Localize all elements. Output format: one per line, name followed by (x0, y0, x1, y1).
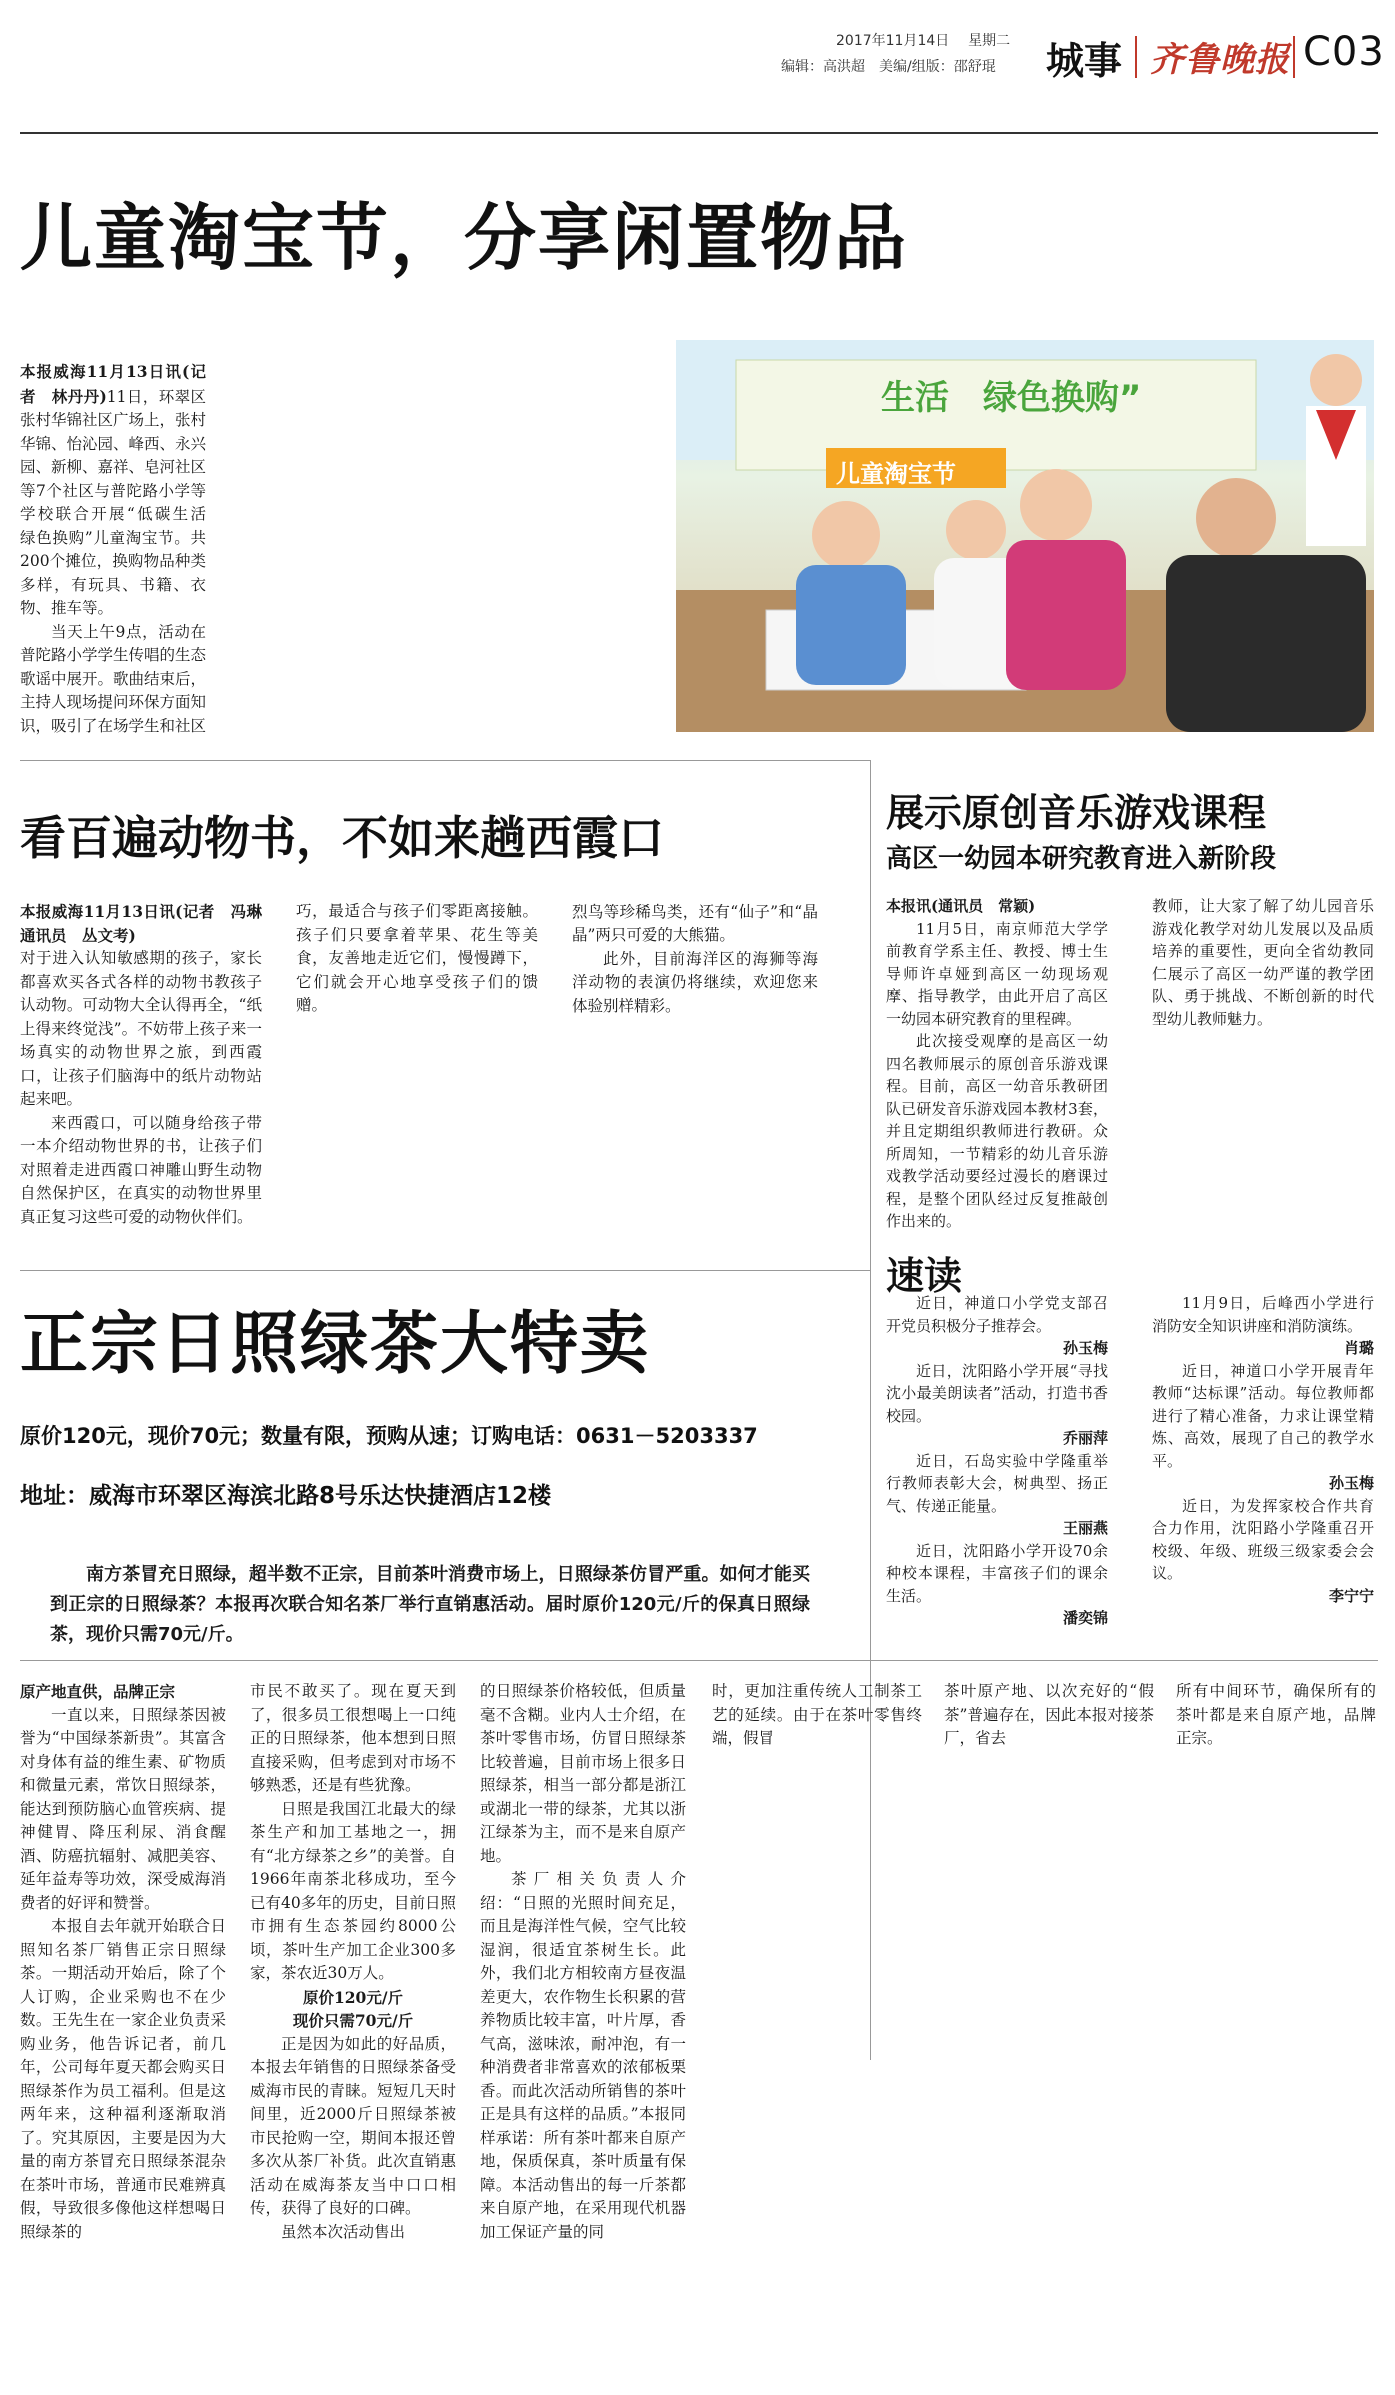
article2-col-1 (20, 900, 262, 1250)
sudu-col-2 (1152, 1292, 1374, 1712)
article4-c2-p2: 日照是我国江北最大的绿茶生产和加工基地之一，拥有“北方绿茶之乡”的美誉。自1966年南茶北移成功，至今已有40多年的历史，目前日照市拥有生态茶园约8000公顷，茶叶生产加工企业300多家，茶农近30万人。 (250, 1799, 456, 1982)
article4-col-6 (1176, 1680, 1376, 1800)
article4-c1-p2: 本报自去年就开始联合日照知名茶厂销售正宗日照绿茶。一期活动开始后，除了个人订购，企业采购也不在少数。王先生在一家企业负责采购业务，他告诉记者，前几年，公司每年夏天都会购买日照绿茶作为员工福利。但是这两年来，这种福利逐渐取消了。究其原因，主要是因为大量的南方茶冒充日照绿茶混杂在茶叶市场，普通市民难辨真假，导致很多像他这样想喝日照绿茶的 (20, 1917, 226, 2241)
section-name: 城事 (1046, 39, 1123, 83)
sudu-item-4: 近日，沈阳路小学开设70余种校本课程，丰富孩子们的课余生活。 (886, 1541, 1108, 1605)
article2-p1: 对于进入认知敏感期的孩子，家长都喜欢买各式各样的动物书教孩子认动物。可动物大全认得再全，“纸上得来终觉浅”。不妨带上孩子来一场真实的动物世界之旅，到西霞口，让孩子们脑海中的纸片动物站起来吧。 (20, 949, 262, 1108)
article4-c4-p1: 时，更加注重传统人工制茶工艺的延续。由于在茶叶零售终端，假冒 (712, 1682, 922, 1747)
article2-byline: 本报威海11月13日讯(记者 冯琳 通讯员 丛文考) (20, 902, 262, 945)
sudu-item-5: 11月9日，后峰西小学进行消防安全知识讲座和消防演练。 (1152, 1294, 1374, 1335)
sudu-author-3: 王丽燕 (1062, 1519, 1108, 1537)
article3-col-1 (886, 895, 1108, 1263)
masthead-rule (20, 132, 1378, 134)
article4-sub1: 原产地直供，品牌正宗 (20, 1682, 176, 1701)
article4-col-4 (712, 1680, 922, 1800)
article1-col-1 (20, 360, 206, 740)
article3-p3: 教师，让大家了解了幼儿园音乐游戏化教学对幼儿发展以及品质培养的重要性，更向全省幼教同仁展示了高区一幼严谨的教学团队、勇于挑战、不断创新的时代型幼儿教师魅力。 (1152, 897, 1374, 1028)
article4-c3-p2: 茶厂相关负责人介绍：“日照的光照时间充足，而且是海洋性气候，空气比较湿润，很适宜茶树生长。此外，我们北方相较南方昼夜温差更大，农作物生长积累的营养物质比较丰富，叶片厚，香气高，滋味浓，耐冲泡，有一种消费者非常喜欢的浓郁板栗香。而此次活动所销售的茶叶正是具有这样的品质。”本报同样承诺：所有茶叶都来自原产地，保质保真，茶叶质量有保障。本活动售出的每一斤茶都来自原产地，在采用现代机器加工保证产量的同 (480, 1870, 686, 2241)
photo-sign-text: 儿童淘宝节 (836, 460, 956, 488)
article4-c2-p1: 市民不敢买了。现在夏天到了，很多员工很想喝上一口纯正的日照绿茶，他本想到日照直接采购，但考虑到对市场不够熟悉，还是有些犹豫。 (250, 1682, 456, 1794)
issue-weekday: 星期二 (968, 33, 1011, 49)
article1-col-3 (444, 360, 624, 740)
article4-col-1 (20, 1680, 226, 2380)
sudu-item-7: 近日，为发挥家校合作共育合力作用，沈阳路小学隆重召开校级、年级、班级三级家委会会议。 (1152, 1496, 1374, 1582)
article2-col-3 (572, 900, 818, 1250)
article1-p2: 当天上午9点，活动在普陀路小学学生传唱的生态歌谣中展开。歌曲结束后，主持人现场提问环保方面知识，吸引了在场学生和社区 (20, 622, 206, 735)
sudu-author-6: 孙玉梅 (1328, 1474, 1374, 1492)
sudu-item-6: 近日，神道口小学开展青年教师“达标课”活动。每位教师都进行了精心准备，力求让课堂精炼、高效，展现了自己的教学水平。 (1152, 1361, 1374, 1470)
sudu-heading: 速读 (886, 1254, 963, 1298)
article1-col-2 (232, 360, 418, 740)
masthead-date (836, 30, 1010, 50)
sudu-author-1: 孙玉梅 (1062, 1339, 1108, 1357)
issue-date: 2017年11月14日 (836, 33, 950, 49)
article4-lead (50, 1560, 810, 1650)
sudu-item-2: 近日，沈阳路小学开展“寻找沈小最美朗读者”活动，打造书香校园。 (886, 1361, 1108, 1425)
article4-price-line: 原价120元，现价70元；数量有限，预购从速；订购电话：0631－5203337 (20, 1424, 758, 1448)
photo-banner-text: 生活 绿色换购” (881, 378, 1142, 418)
article1-photo (676, 340, 1374, 732)
article1-byline: 本报威海11月13日讯(记者 林丹丹) (20, 362, 206, 406)
sudu-author-5: 肖璐 (1343, 1339, 1374, 1357)
article1-bottom-rule (20, 760, 870, 761)
article2-p5: 烈鸟等珍稀鸟类，还有“仙子”和“晶晶”两只可爱的大熊猫。 (572, 902, 818, 944)
article4-c2-p4: 虽然本次活动售出 (281, 2222, 406, 2241)
article3-p2: 此次接受观摩的是高区一幼四名教师展示的原创音乐游戏课程。目前，高区一幼音乐教研团队已研发音乐游戏园本教材3套，并且定期组织教师进行教研。众所周知，一节精彩的幼儿音乐游戏教学活动要经过漫长的磨课过程，是整个团队经过反复推敲创作出来的。 (886, 1032, 1108, 1230)
article3-subhead: 高区一幼园本研究教育进入新阶段 (886, 844, 1277, 874)
article4-col-5 (944, 1680, 1154, 1800)
article4-c3-p1: 的日照绿茶价格较低，但质量毫不含糊。业内人士介绍，在茶叶零售市场，仿冒日照绿茶比较普遍，目前市场上很多日照绿茶，相当一部分都是浙江或湖北一带的绿茶，尤其以浙江绿茶为主，而不是来自原产地。 (480, 1682, 686, 1865)
paper-logo: 齐鲁晚报 (1150, 40, 1290, 80)
article3-p1: 11月5日，南京师范大学学前教育学系主任、教授、博士生导师许卓娅到高区一幼现场观摩、指导教学，由此开启了高区一幼园本研究教育的里程碑。 (886, 919, 1108, 1028)
article4-c6-p1: 所有中间环节，确保所有的茶叶都是来自原产地，品牌正宗。 (1176, 1682, 1376, 1747)
page-number: C03 (1303, 29, 1385, 75)
article4-sub2a: 原价120元/斤 (302, 1987, 404, 2007)
right-column-divider (870, 760, 871, 2060)
article4-c2-p3: 正是因为如此的好品质，本报去年销售的日照绿茶备受威海市民的青睐。短短几天时间里，近2000斤日照绿茶被市民抢购一空，期间本报还曾多次从茶厂补货。此次直销惠活动在威海茶友当中口口相传，获得了良好的口碑。 (250, 2034, 456, 2217)
article2-headline: 看百遍动物书，不如来趟西霞口 (20, 811, 664, 865)
article2-bottom-rule (20, 1270, 870, 1271)
article4-body-rule (20, 1660, 1378, 1661)
article4-c5-p1: 茶叶原产地、以次充好的“假茶”普遍存在，因此本报对接茶厂，省去 (944, 1682, 1154, 1747)
article4-headline: 正宗日照绿茶大特卖 (20, 1305, 651, 1384)
sudu-author-2: 乔丽萍 (1062, 1429, 1108, 1447)
article2-p6: 此外，目前海洋区的海狮等海洋动物的表演仍将继续，欢迎您来体验别样精彩。 (572, 949, 818, 1015)
sudu-author-4: 潘奕锦 (1062, 1609, 1108, 1627)
article2-col-2 (296, 900, 538, 1250)
article4-lead-text: 南方茶冒充日照绿，超半数不正宗，目前茶叶消费市场上，日照绿茶仿冒严重。如何才能买到正宗的日照绿茶？本报再次联合知名茶厂举行直销惠活动。届时原价120元/斤的保真日照绿茶，现价只需70元/斤。 (50, 1564, 810, 1645)
article4-address-line: 地址：威海市环翠区海滨北路8号乐达快捷酒店12楼 (20, 1483, 552, 1509)
article3-col-2 (1152, 895, 1374, 1263)
article4-col-3 (480, 1680, 686, 2380)
article4-col-2 (250, 1680, 456, 2380)
masthead-divider-2 (1293, 36, 1295, 78)
masthead-editors: 编辑：高洪超 美编/组版：邵舒琨 (781, 59, 996, 75)
article4-c1-p1: 一直以来，日照绿茶因被誉为“中国绿茶新贵”。其富含对身体有益的维生素、矿物质和微量元素，常饮日照绿茶，能达到预防脑心血管疾病、提神健胃、降压利尿、消食醒酒、防癌抗辐射、减肥美容、延年益寿等功效，深受威海消费者的好评和赞誉。 (20, 1705, 226, 1912)
article3-headline: 展示原创音乐游戏课程 (886, 791, 1267, 835)
article4-sub2b: 现价只需70元/斤 (292, 2011, 414, 2030)
sudu-item-1: 近日，神道口小学党支部召开党员积极分子推荐会。 (886, 1294, 1108, 1335)
sudu-col-1 (886, 1292, 1108, 1712)
article2-p2: 来西霞口，可以随身给孩子带一本介绍动物世界的书，让孩子们对照着走进西霞口神雕山野生动物自然保护区，在真实的动物世界里真正复习这些可爱的动物伙伴们。 (20, 1113, 262, 1226)
sudu-item-3: 近日，石岛实验中学隆重举行教师表彰大会，树典型、扬正气、传递正能量。 (886, 1451, 1108, 1515)
masthead-divider-1 (1135, 36, 1137, 78)
article3-byline: 本报讯(通讯员 常颖) (886, 897, 1036, 915)
article1-p1: 11日，环翠区张村华锦社区广场上，张村华锦、怡沁园、峰西、永兴园、新柳、嘉祥、皂河社区等7个社区与普陀路小学等学校联合开展“低碳生活 绿色换购”儿童淘宝节。共200个摊位，换购物品种类多样，有玩具、书籍、衣物、推车等。 (20, 387, 206, 617)
article2-p4: 巧，最适合与孩子们零距离接触。孩子们只要拿着苹果、花生等美食，友善地走近它们，慢慢蹲下，它们就会开心地享受孩子们的馈赠。 (296, 902, 538, 1014)
article1-headline: 儿童淘宝节，分享闲置物品 (20, 196, 909, 280)
sudu-author-7: 李宁宁 (1328, 1586, 1374, 1605)
